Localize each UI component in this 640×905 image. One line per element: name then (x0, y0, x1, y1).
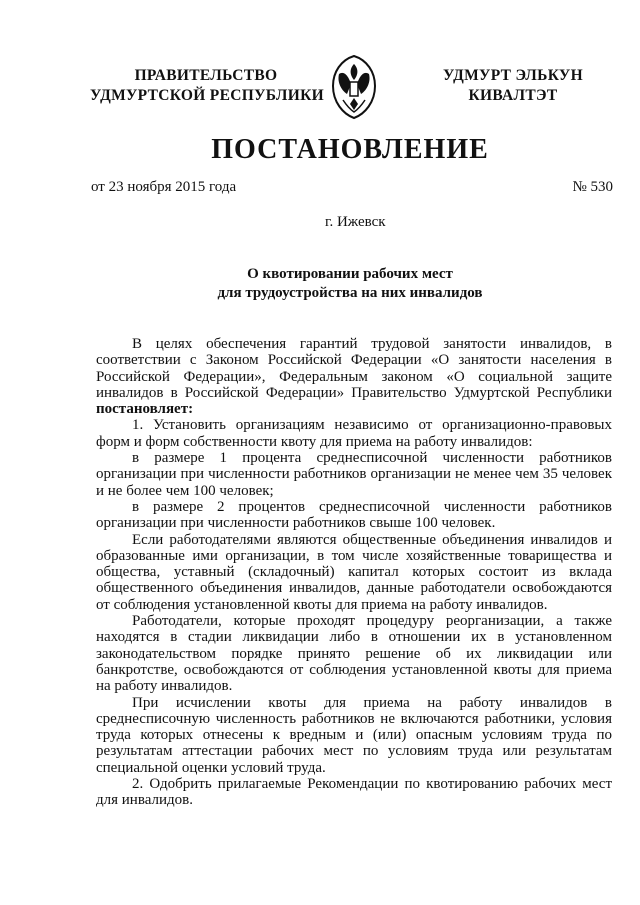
document-body (96, 336, 612, 809)
government-name-udmurt (424, 66, 602, 106)
paragraph-quota-2-percent: в размере 2 процентов среднесписочной численности работников организации при численности работников свыше 100 человек. (96, 498, 612, 532)
paragraph-exemption-associations: Если работодателями являются общественные объединения инвалидов и образованные ими организации, в том числе хозяйственные товарищества и общества, уставный (складочный) капитал которых состоит из вклада общественного объединения инвалидов, данные работодатели освобождаются от соблюдения установленной квоты для приема на работу инвалидов. (96, 531, 612, 613)
government-name-udmurt-line-1: УДМУРТ ЭЛЬКУН (443, 67, 583, 84)
paragraph-calculation: При исчислении квоты для приема на работу инвалидов в среднесписочную численность работников не включаются работники, условия труда которых отнесены к вредным и (или) опасным условиям труда по результатам аттестации рабочих мест по условиям труда или результатам специальной оценки условий труда. (96, 694, 612, 776)
preamble-text: В целях обеспечения гарантий трудовой занятости инвалидов, в соответствии с Законом Российской Федерации «О занятости населения в Российской Федерации», Федеральным законом «О социальной защите инвалидов в Российской Федерации» Правительство Удмуртской Республики (96, 336, 612, 401)
paragraph-clause-2: 2. Одобрить прилагаемые Рекомендации по квотированию рабочих мест для инвалидов. (96, 776, 612, 809)
udmurt-coat-of-arms-icon (329, 54, 379, 120)
government-name-udmurt-line-2: КИВАЛТЭТ (468, 87, 558, 104)
paragraph-quota-1-percent: в размере 1 процента среднесписочной численности работников организации при численности работников организации не менее чем 35 человек и не более чем 100 человек; (96, 450, 612, 499)
document-subject (150, 265, 550, 303)
document-title: ПОСТАНОВЛЕНИЕ (211, 134, 489, 165)
document-city: г. Ижевск (325, 214, 386, 230)
government-name-line-2: УДМУРТСКОЙ РЕСПУБЛИКИ (90, 87, 325, 104)
subject-line-2: для трудоустройства на них инвалидов (217, 285, 483, 301)
government-name-line-1: ПРАВИТЕЛЬСТВО (134, 67, 278, 84)
document-number: № 530 (572, 179, 613, 195)
government-name-russian (90, 66, 325, 106)
document-date: от 23 ноября 2015 года (91, 179, 237, 195)
subject-line-1: О квотировании рабочих мест (247, 266, 453, 282)
paragraph-exemption-reorganization: Работодатели, которые проходят процедуру реорганизации, а также находятся в стадии ликвидации либо в отношении их в установленном законодательством порядке принято решение об их ликвидации или банкротстве, освобождаются от соблюдения установленной квоты для приема на работу инвалидов. (96, 613, 612, 695)
paragraph-preamble (96, 336, 612, 417)
paragraph-clause-1: 1. Установить организациям независимо от организационно-правовых форм и форм собственности квоту для приема на работу инвалидов: (96, 417, 612, 450)
letterhead (0, 62, 640, 122)
preamble-resolves: постановляет: (96, 401, 194, 418)
